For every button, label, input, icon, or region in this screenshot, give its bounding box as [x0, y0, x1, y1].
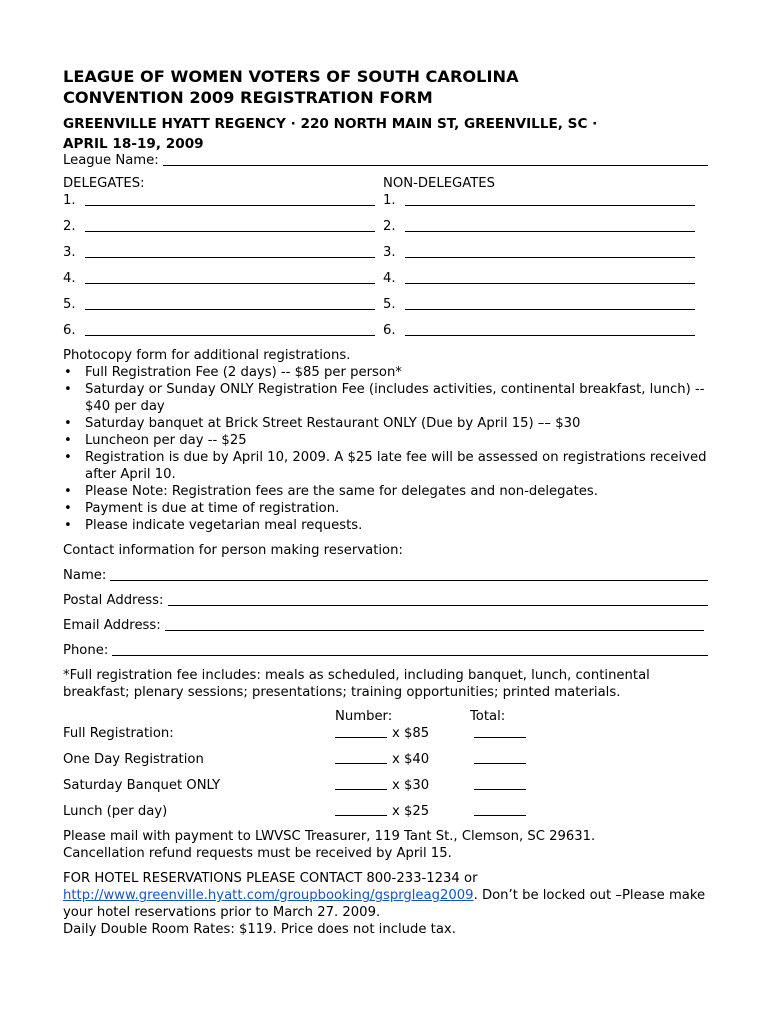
number-header: Number:	[335, 709, 393, 724]
bullet-item: • Please indicate vegetarian meal requests.	[63, 517, 708, 534]
delegate-blank[interactable]	[85, 270, 375, 284]
row-number: 3.	[383, 245, 396, 260]
number-blank[interactable]	[335, 751, 387, 764]
non-delegate-row[interactable]	[383, 261, 701, 287]
photocopy-note: Photocopy form for additional registrations.	[63, 348, 351, 363]
non-delegates-column	[383, 175, 701, 339]
hotel-line-2	[63, 887, 708, 921]
registration-form	[63, 66, 708, 938]
delegate-blank[interactable]	[85, 296, 375, 310]
bullet-item: • Please Note: Registration fees are the same for delegates and non-delegates.	[63, 483, 708, 500]
hotel-booking-link[interactable]: http://www.greenville.hyatt.com/groupbooking/gsprgleag2009	[63, 888, 474, 903]
phone-label: Phone:	[63, 643, 109, 658]
title-line-1: LEAGUE OF WOMEN VOTERS OF SOUTH CAROLINA	[63, 67, 519, 86]
fee-label: Saturday Banquet ONLY	[63, 778, 221, 793]
fee-row	[63, 768, 708, 794]
total-blank[interactable]	[474, 751, 526, 764]
delegate-row[interactable]	[63, 235, 381, 261]
delegate-blank[interactable]	[85, 244, 375, 258]
bullet-item: • Payment is due at time of registration.	[63, 500, 708, 517]
phone-field[interactable]	[63, 642, 708, 659]
delegate-row[interactable]	[63, 192, 381, 209]
fee-price: x $85	[392, 726, 430, 741]
total-blank[interactable]	[474, 803, 526, 816]
fee-row	[63, 742, 708, 768]
hotel-info	[63, 870, 708, 938]
delegate-rows	[63, 192, 381, 339]
row-number: 5.	[383, 297, 396, 312]
non-delegate-rows	[383, 192, 701, 339]
number-blank[interactable]	[335, 803, 387, 816]
non-delegate-row[interactable]	[383, 209, 701, 235]
includes-note: *Full registration fee includes: meals as scheduled, including banquet, lunch, continental breakfast; plenary sessions; presentations; training opportunities; printed materials.	[63, 668, 650, 700]
fee-label: Lunch (per day)	[63, 804, 168, 819]
contact-heading: Contact information for person making reservation:	[63, 543, 403, 558]
non-delegates-heading: NON-DELEGATES	[383, 176, 496, 191]
subtitle-line-2: APRIL 18-19, 2009	[63, 136, 204, 152]
bullet-item: • Full Registration Fee (2 days) -- $85 per person*	[63, 364, 708, 381]
delegates-heading: DELEGATES:	[63, 176, 145, 191]
row-number: 4.	[63, 271, 76, 286]
mail-line-2: Cancellation refund requests must be received by April 15.	[63, 846, 452, 861]
fee-calculation-table	[63, 708, 708, 820]
fee-label: One Day Registration	[63, 752, 204, 767]
delegate-row[interactable]	[63, 209, 381, 235]
postal-address-field[interactable]	[63, 592, 708, 609]
row-number: 1.	[63, 193, 76, 208]
hotel-note: . Don’t be locked out –Please make your hotel reservations prior to March 27. 2009.	[63, 888, 706, 920]
non-delegate-row[interactable]	[383, 313, 701, 339]
delegate-row[interactable]	[63, 313, 381, 339]
delegates-column	[63, 175, 381, 339]
row-number: 4.	[383, 271, 396, 286]
non-delegate-row[interactable]	[383, 235, 701, 261]
non-delegate-blank[interactable]	[405, 244, 695, 258]
non-delegate-blank[interactable]	[405, 296, 695, 310]
form-title	[63, 66, 708, 108]
name-label: Name:	[63, 568, 107, 583]
bullet-item: • Saturday banquet at Brick Street Restaurant ONLY (Due by April 15) –– $30	[63, 415, 708, 432]
hotel-line-1: FOR HOTEL RESERVATIONS PLEASE CONTACT 800-233-1234 or	[63, 871, 478, 886]
bullet-item: • Saturday or Sunday ONLY Registration Fee (includes activities, continental breakfast, lunch) -- $40 per day	[63, 381, 708, 415]
room-rates: Daily Double Room Rates: $119. Price does not include tax.	[63, 922, 456, 937]
row-number: 5.	[63, 297, 76, 312]
row-number: 2.	[383, 219, 396, 234]
fee-row	[63, 725, 708, 742]
mail-line-1: Please mail with payment to LWVSC Treasurer, 119 Tant St., Clemson, SC 29631.	[63, 829, 596, 844]
event-location	[63, 114, 708, 154]
fee-price: x $30	[392, 778, 430, 793]
email-blank[interactable]	[165, 617, 704, 631]
non-delegate-blank[interactable]	[405, 322, 695, 336]
bullet-item: • Luncheon per day -- $25	[63, 432, 708, 449]
delegate-blank[interactable]	[85, 192, 375, 206]
title-line-2: CONVENTION 2009 REGISTRATION FORM	[63, 88, 433, 107]
non-delegate-blank[interactable]	[405, 192, 695, 206]
delegate-blank[interactable]	[85, 218, 375, 232]
row-number: 6.	[383, 323, 396, 338]
delegate-row[interactable]	[63, 261, 381, 287]
delegate-blank[interactable]	[85, 322, 375, 336]
email-label: Email Address:	[63, 618, 161, 633]
phone-blank[interactable]	[112, 642, 708, 656]
non-delegate-blank[interactable]	[405, 218, 695, 232]
non-delegate-row[interactable]	[383, 192, 701, 209]
row-number: 6.	[63, 323, 76, 338]
league-name-field[interactable]	[63, 152, 708, 169]
non-delegate-row[interactable]	[383, 287, 701, 313]
fee-row	[63, 794, 708, 820]
fee-label: Full Registration:	[63, 726, 174, 741]
league-name-label: League Name:	[63, 153, 159, 168]
fee-bullet-list	[63, 364, 708, 534]
fee-price: x $25	[392, 804, 430, 819]
row-number: 1.	[383, 193, 396, 208]
postal-label: Postal Address:	[63, 593, 164, 608]
subtitle-line-1: GREENVILLE HYATT REGENCY · 220 NORTH MAIN ST, GREENVILLE, SC ·	[63, 116, 598, 132]
total-blank[interactable]	[474, 725, 526, 738]
number-blank[interactable]	[335, 777, 387, 790]
attendee-columns	[63, 175, 708, 339]
row-number: 3.	[63, 245, 76, 260]
fee-table-header	[63, 708, 708, 725]
bullet-item: • Registration is due by April 10, 2009. A $25 late fee will be assessed on registrations received after April 10.	[63, 449, 708, 483]
name-blank[interactable]	[110, 567, 708, 581]
delegate-row[interactable]	[63, 287, 381, 313]
fee-price: x $40	[392, 752, 430, 767]
row-number: 2.	[63, 219, 76, 234]
non-delegate-blank[interactable]	[405, 270, 695, 284]
email-address-field[interactable]	[63, 617, 708, 634]
postal-blank[interactable]	[168, 592, 709, 606]
total-blank[interactable]	[474, 777, 526, 790]
total-header: Total:	[470, 709, 506, 724]
mail-instructions	[63, 828, 708, 862]
number-blank[interactable]	[335, 725, 387, 738]
contact-name-field[interactable]	[63, 567, 708, 584]
league-name-blank[interactable]	[163, 152, 708, 166]
